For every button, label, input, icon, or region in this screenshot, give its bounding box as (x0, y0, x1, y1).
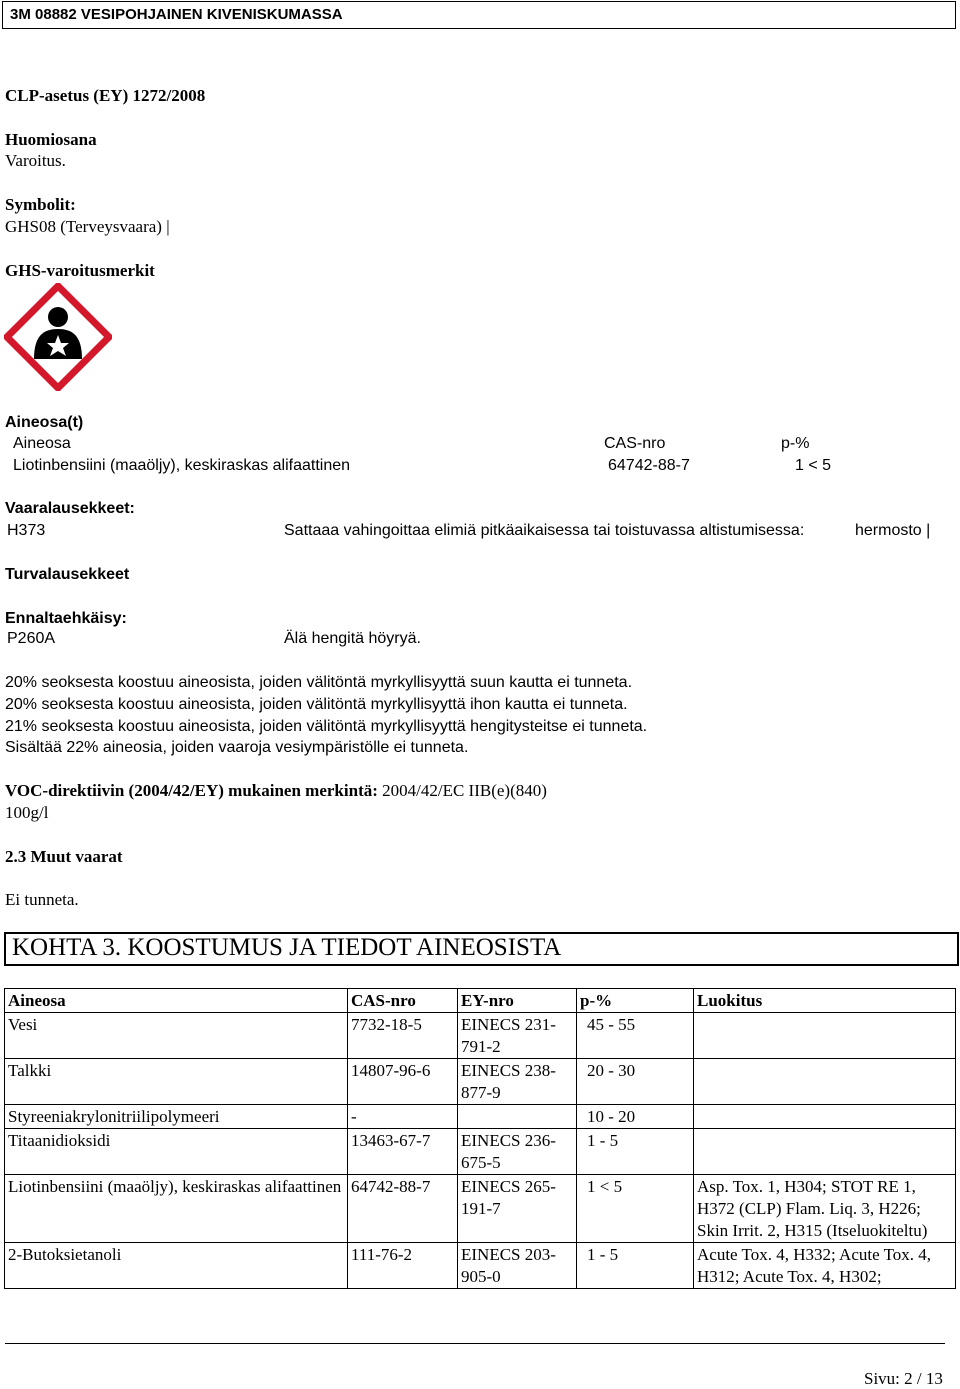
symbols-label: Symbolit: (5, 195, 76, 214)
cell-ey: EINECS 236-675-5 (458, 1129, 577, 1175)
cell-ey: EINECS 238-877-9 (458, 1059, 577, 1105)
section-3-title: KOHTA 3. KOOSTUMUS JA TIEDOT AINEOSISTA (12, 934, 562, 961)
note-aquatic: Sisältää 22% aineosia, joiden vaaroja vesiympäristölle ei tunneta. (5, 739, 469, 756)
cell-cas: 64742-88-7 (348, 1175, 458, 1243)
hazard-statements-label: Vaaralausekkeet: (5, 500, 135, 517)
ghs08-health-hazard-icon (4, 283, 112, 396)
voc-line (5, 781, 547, 801)
cell-name: Styreeniakrylonitriilipolymeeri (5, 1105, 348, 1129)
ingredients-col-name: Aineosa (13, 435, 71, 452)
table-row (5, 1105, 956, 1129)
signal-word: Varoitus. (5, 151, 66, 170)
ingredients-col-pct: p-% (781, 435, 810, 452)
header-cas: CAS-nro (348, 989, 458, 1013)
voc-value: 2004/42/EC IIB(e)(840) (382, 781, 547, 800)
pictograms-label: GHS-varoitusmerkit (5, 261, 155, 280)
precaution-code: P260A (7, 630, 56, 647)
clp-regulation: CLP-asetus (EY) 1272/2008 (5, 86, 206, 105)
page-number: Sivu: 2 / 13 (864, 1369, 943, 1388)
cell-classification (694, 1129, 956, 1175)
cell-pct: 1 - 5 (577, 1243, 694, 1289)
voc-label: VOC-direktiivin (2004/42/EY) mukainen merkintä: (5, 781, 378, 800)
ingredients-row-name: Liotinbensiini (maaöljy), keskiraskas alifaattinen (13, 457, 351, 474)
table-row (5, 1129, 956, 1175)
cell-classification: Asp. Tox. 1, H304; STOT RE 1, H372 (CLP) Flam. Liq. 3, H226; Skin Irrit. 2, H315 (Itseluokiteltu) (694, 1175, 956, 1243)
cell-name: Titaanidioksidi (5, 1129, 348, 1175)
symbols-value: GHS08 (Terveysvaara) | (5, 217, 170, 236)
ingredients-heading: Aineosa(t) (5, 414, 84, 431)
table-row (5, 1175, 956, 1243)
cell-classification (694, 1059, 956, 1105)
cell-name: 2-Butoksietanoli (5, 1243, 348, 1289)
other-hazards-text: Ei tunneta. (5, 890, 79, 909)
cell-pct: 10 - 20 (577, 1105, 694, 1129)
hazard-text: Sattaaa vahingoittaa elimiä pitkäaikaisessa tai toistuvassa altistumisessa: (284, 522, 805, 539)
note-dermal: 20% seoksesta koostuu aineosista, joiden välitöntä myrkyllisyyttä ihon kautta ei tunneta. (5, 696, 628, 713)
cell-pct: 20 - 30 (577, 1059, 694, 1105)
other-hazards-heading: 2.3 Muut vaarat (5, 847, 123, 866)
precaution-text: Älä hengitä höyryä. (284, 630, 421, 647)
cell-classification: Acute Tox. 4, H332; Acute Tox. 4, H312; Acute Tox. 4, H302; (694, 1243, 956, 1289)
header-ey: EY-nro (458, 989, 577, 1013)
composition-table (4, 988, 956, 1289)
cell-pct: 1 - 5 (577, 1129, 694, 1175)
precautionary-statements-label: Turvalausekkeet (5, 566, 130, 583)
cell-pct: 1 < 5 (577, 1175, 694, 1243)
prevention-label: Ennaltaehkäisy: (5, 610, 127, 627)
cell-cas: 13463-67-7 (348, 1129, 458, 1175)
cell-cas: 111-76-2 (348, 1243, 458, 1289)
cell-ey: EINECS 231-791-2 (458, 1013, 577, 1059)
hazard-organ: hermosto | (855, 522, 931, 539)
footer-rule (5, 1343, 945, 1344)
ingredients-row-cas: 64742-88-7 (608, 457, 690, 474)
cell-pct: 45 - 55 (577, 1013, 694, 1059)
cell-cas: 14807-96-6 (348, 1059, 458, 1105)
table-row (5, 1013, 956, 1059)
header-pct: p-% (577, 989, 694, 1013)
cell-name: Liotinbensiini (maaöljy), keskiraskas alifaattinen (5, 1175, 348, 1243)
signal-word-label: Huomiosana (5, 130, 97, 149)
cell-ey (458, 1105, 577, 1129)
header-luokitus: Luokitus (694, 989, 956, 1013)
cell-ey: EINECS 203-905-0 (458, 1243, 577, 1289)
note-inhalation: 21% seoksesta koostuu aineosista, joiden välitöntä myrkyllisyyttä hengitysteitse ei tunneta. (5, 718, 648, 735)
note-oral: 20% seoksesta koostuu aineosista, joiden välitöntä myrkyllisyyttä suun kautta ei tunneta. (5, 674, 633, 691)
ingredients-row-pct: 1 < 5 (795, 457, 832, 474)
cell-ey: EINECS 265-191-7 (458, 1175, 577, 1243)
ingredients-col-cas: CAS-nro (604, 435, 666, 452)
table-row (5, 1059, 956, 1105)
document-header (2, 1, 956, 29)
header-aineosa: Aineosa (5, 989, 348, 1013)
cell-classification (694, 1105, 956, 1129)
section-3-header (4, 932, 959, 966)
cell-cas: 7732-18-5 (348, 1013, 458, 1059)
table-row (5, 1243, 956, 1289)
cell-name: Vesi (5, 1013, 348, 1059)
document-title: 3M 08882 VESIPOHJAINEN KIVENISKUMASSA (10, 6, 343, 23)
cell-cas: - (348, 1105, 458, 1129)
table-header-row (5, 989, 956, 1013)
cell-name: Talkki (5, 1059, 348, 1105)
voc-value-2: 100g/l (5, 803, 49, 822)
hazard-code: H373 (7, 522, 46, 539)
cell-classification (694, 1013, 956, 1059)
